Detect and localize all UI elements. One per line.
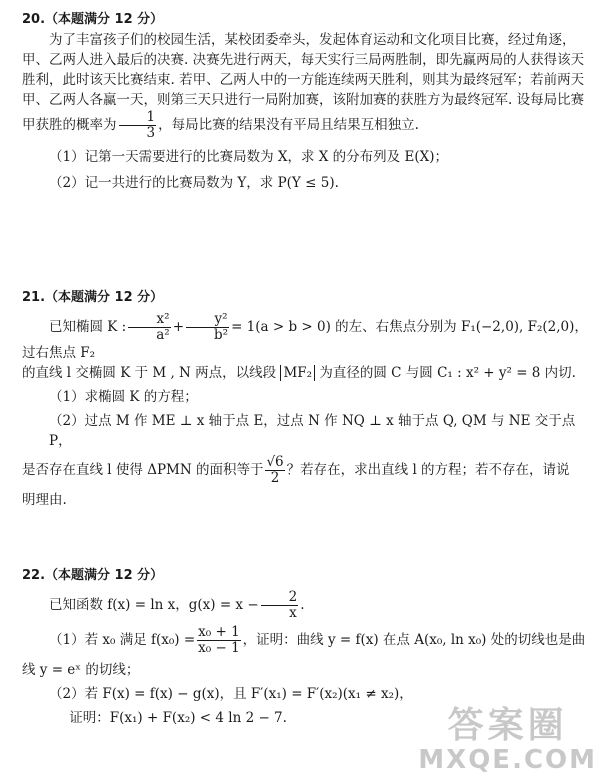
- q21-area-num: √6: [266, 454, 284, 470]
- q20-item2: （2）记一共进行的比赛局数为 Y，求 P(Y ≤ 5).: [49, 175, 339, 191]
- q22-intro-end: .: [300, 597, 305, 613]
- q21-intro: 已知椭圆: [49, 319, 103, 335]
- q20-item1: （1）记第一天需要进行的比赛局数为 X，求 X 的分布列及 E(X)；: [49, 149, 448, 165]
- q21-ellipse-rest: = 1(a > b > 0) 的左、右焦点分别为 F₁(−2,0), F₂(2,0)，过右焦点 F₂: [22, 319, 588, 361]
- q22-g-fraction: [261, 590, 299, 621]
- q21-item2: （2）过点 M 作 ME ⊥ x 轴于点 E，过点 N 作 NQ ⊥ x 轴于点 Q, QM 与 NE 交于点 P，: [49, 413, 576, 449]
- q22-item1-a: （1）若 x₀ 满足 f(x₀) =: [49, 632, 196, 648]
- q21-stem-line1: 已知椭圆 K : $\frac{\text{x²}}{\text{a²}}$ + $\frac{\text{y²}}{\text{b²}}$ = 1(a > b > 0) 的左、右焦点分别为 F₁(−2,0), F₂(2,0)，过右焦点 F₂: [22, 311, 588, 361]
- q21-ellipse-name: K :: [107, 319, 127, 335]
- q21-stem-line2: [22, 363, 588, 383]
- q22-item2: （2）若 F(x) = f(x) − g(x)，且 F′(x₁) = F′(x₂)(x₁ ≠ x₂)，: [49, 686, 413, 702]
- watermark-logo: [418, 706, 597, 774]
- q20-para1: 为了丰富孩子们的校园生活，某校团委牵头，发起体育运动和文化项目比赛，经过角逐，甲、乙两人进入最后的决赛. 决赛先进行两天，每天实行三局两胜制，即先赢两局的人获得该天胜利，此时该天比赛结束. 若甲、乙两人中的一方能连续两天胜利，则其为最终冠军；若前两天甲、乙两人各赢一天，则第三天只进行一局附加赛，该附加赛的获胜方为最终冠军. 设每局比赛甲获胜的概率为: [22, 32, 585, 133]
- q21-line2-b: 为直径的圆 C 与圆 C₁ : x² + y² = 8 内切.: [319, 365, 576, 381]
- q21-line2-a: 的直线 l 交椭圆 K 于 M , N 两点，以线段: [22, 365, 277, 381]
- q21-item2b-b: ？若存在，求出直线 l 的方程；若不存在，请说: [286, 462, 570, 478]
- q22-g-den: x: [289, 605, 297, 621]
- q20-heading: 20.（本题满分 12 分）: [22, 12, 164, 27]
- q22-item1: [22, 625, 588, 656]
- q21-item1: （1）求椭圆 K 的方程；: [49, 389, 198, 405]
- question-20: [22, 10, 588, 193]
- q20-para1-end: ，每局比赛的结果没有平局且结果互相独立.: [158, 117, 419, 133]
- q21-y-fraction: [186, 312, 229, 343]
- q22-x0-fraction: [197, 625, 241, 656]
- q21-item2b-a: 是否存在直线 l 使得 ΔPMN 的面积等于: [22, 462, 264, 478]
- q20-probability-fraction: [119, 110, 157, 141]
- q20-stem: [22, 30, 588, 141]
- q21-area-fraction: [265, 455, 284, 486]
- q22-stem: [22, 590, 588, 621]
- q22-item1-line2: 线 y = eˣ 的切线；: [22, 662, 140, 678]
- q21-area-den: 2: [270, 470, 280, 486]
- q20-prob-den: 3: [146, 125, 156, 141]
- watermark-seal: 答案圈: [447, 705, 568, 746]
- q21-item2-line2: [22, 455, 588, 486]
- q21-y2: y²: [186, 312, 229, 328]
- q21-x-fraction: [128, 312, 170, 343]
- q22-g-num: 2: [261, 590, 299, 606]
- q21-b2: b²: [214, 327, 229, 343]
- q22-item2-proof: 证明：F(x₁) + F(x₂) < 4 ln 2 − 7.: [69, 710, 287, 726]
- question-22: [22, 566, 588, 728]
- q21-a2: a²: [156, 327, 170, 343]
- q21-item2-line3: 明理由.: [22, 492, 67, 508]
- q22-intro: 已知函数 f(x) = ln x，g(x) = x −: [49, 597, 259, 613]
- q21-x2: x²: [128, 312, 170, 328]
- q21-mf2-segment: MF₂: [280, 365, 315, 381]
- q22-item1-b: ，证明：曲线 y = f(x) 在点 A(x₀, ln x₀) 处的切线也是曲: [242, 632, 586, 648]
- question-21: [22, 288, 588, 510]
- q22-x0-num: x₀ + 1: [198, 624, 240, 640]
- q22-x0-den: x₀ − 1: [198, 640, 240, 656]
- q21-heading: 21.（本题满分 12 分）: [22, 290, 164, 305]
- q20-prob-num: 1: [119, 110, 157, 126]
- q22-heading: 22.（本题满分 12 分）: [22, 568, 164, 583]
- watermark-site: MXQE.COM: [418, 745, 597, 775]
